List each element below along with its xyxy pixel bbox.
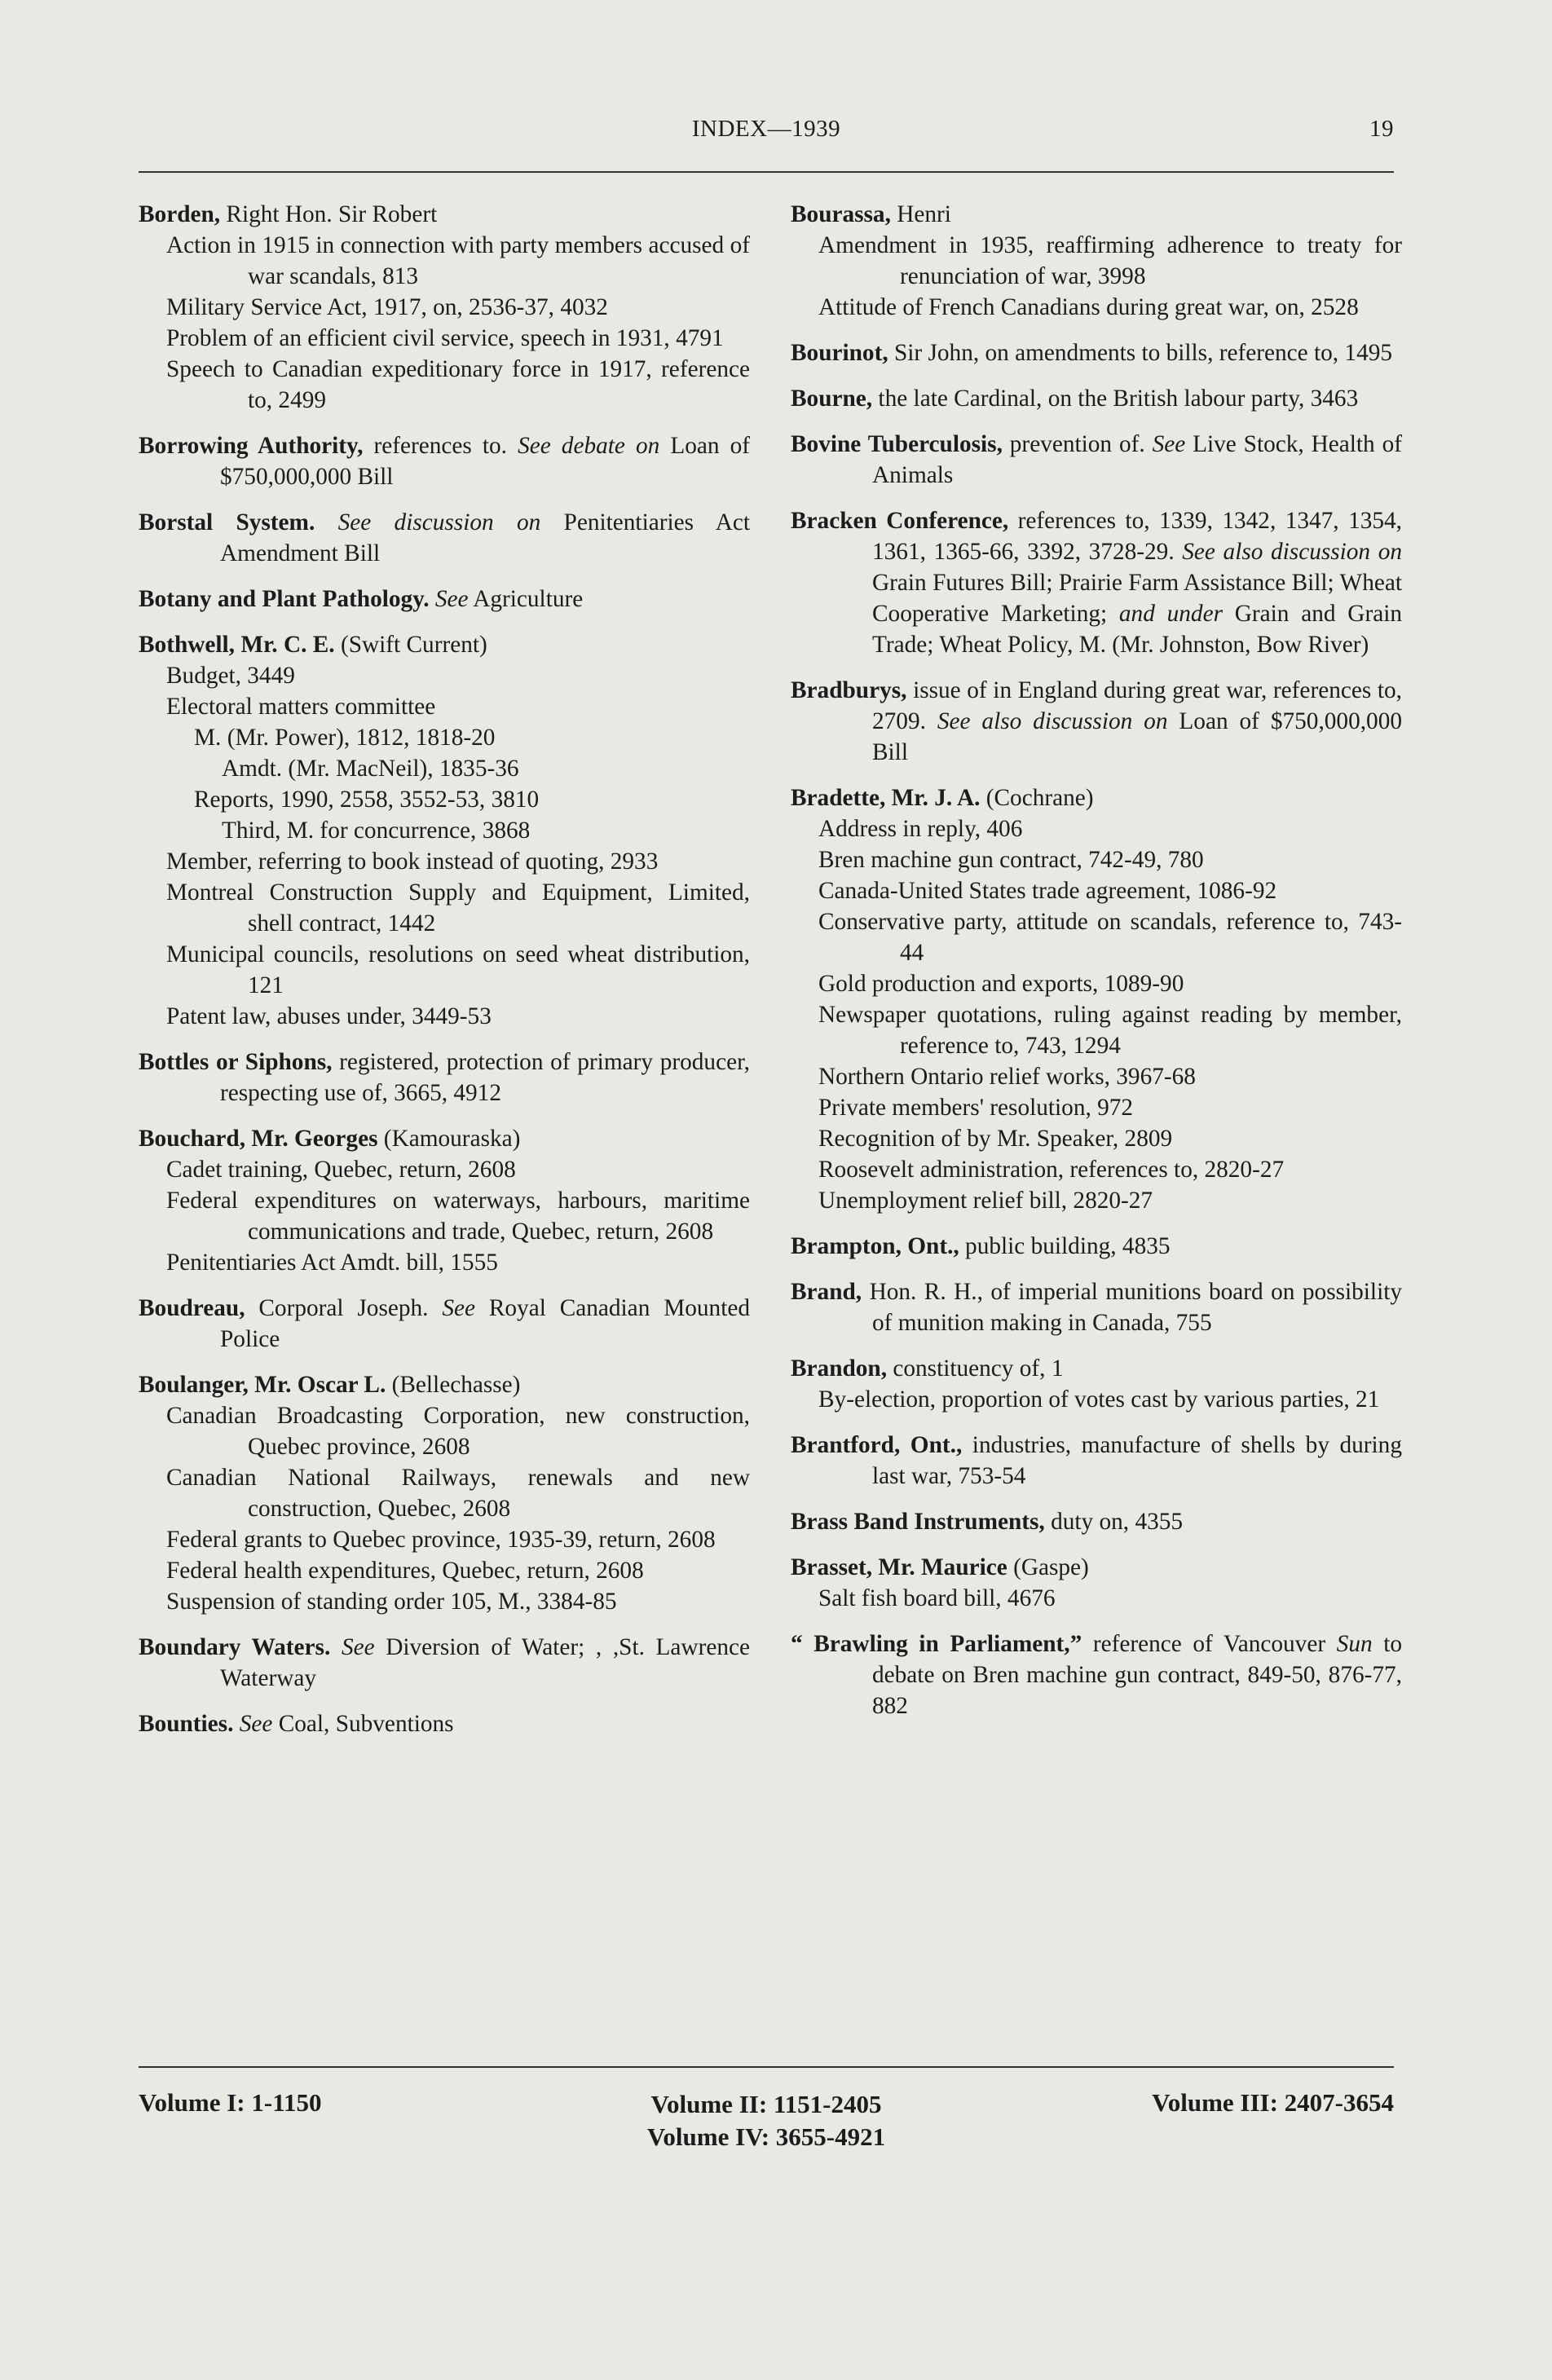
volume-3-range: Volume III: 2407-3654 bbox=[1152, 2088, 1394, 2117]
entry-heading bbox=[139, 584, 750, 615]
entry-text: the late Cardinal, on the British labour party, 3463 bbox=[872, 386, 1359, 412]
entry-heading bbox=[139, 1369, 750, 1400]
subentry: By-election, proportion of votes cast by various parties, 21 bbox=[818, 1386, 1380, 1413]
entry-heading bbox=[791, 1276, 1402, 1338]
entry-text bbox=[430, 586, 435, 612]
subentry: Patent law, abuses under, 3449-53 bbox=[166, 1003, 492, 1029]
entry-heading bbox=[139, 1047, 750, 1108]
entry-text bbox=[233, 1711, 239, 1737]
cross-reference: See bbox=[1152, 431, 1186, 457]
subentry: Address in reply, 406 bbox=[818, 816, 1023, 842]
headword: Brantford, Ont., bbox=[791, 1432, 963, 1458]
subentry: Canadian Broadcasting Corporation, new construction, Quebec province, 2608 bbox=[166, 1403, 750, 1460]
subentry: Conservative party, attitude on scandals, reference to, 743-44 bbox=[818, 909, 1402, 966]
headword: Bottles or Siphons, bbox=[139, 1049, 333, 1075]
entry-text: Corporal Joseph. bbox=[245, 1295, 443, 1321]
page-title: INDEX—1939 bbox=[691, 116, 841, 142]
entry-heading bbox=[791, 1552, 1402, 1583]
index-entry bbox=[791, 1629, 1402, 1721]
volume-1-range: Volume I: 1-1150 bbox=[139, 2088, 322, 2117]
entry-heading bbox=[791, 675, 1402, 768]
entry-heading bbox=[791, 337, 1402, 368]
entry-text: references to. bbox=[363, 433, 518, 459]
entry-heading bbox=[139, 629, 750, 660]
index-entry bbox=[791, 1552, 1402, 1614]
entry-text: (Kamouraska) bbox=[377, 1126, 521, 1152]
cross-reference: See also discussion on bbox=[937, 708, 1168, 734]
entry-text: public building, 4835 bbox=[959, 1233, 1171, 1259]
entry-text: (Bellechasse) bbox=[386, 1372, 521, 1398]
entry-text: Right Hon. Sir Robert bbox=[220, 201, 438, 227]
subentry: Amendment in 1935, reaffirming adherence to treaty for renunciation of war, 3998 bbox=[818, 232, 1402, 289]
cross-reference: See debate on bbox=[518, 433, 660, 459]
subentry: Federal expenditures on waterways, harbours, maritime communications and trade, Quebec, return, 2608 bbox=[166, 1188, 750, 1245]
headword: Borden, bbox=[139, 201, 221, 227]
subentry: Bren machine gun contract, 742-49, 780 bbox=[818, 847, 1204, 873]
entry-text: Coal, Subventions bbox=[272, 1711, 454, 1737]
index-entry bbox=[139, 430, 750, 492]
index-entry bbox=[791, 429, 1402, 491]
cross-reference: See bbox=[442, 1295, 475, 1321]
index-entry bbox=[791, 1276, 1402, 1338]
entry-heading bbox=[791, 1353, 1402, 1384]
index-entry bbox=[791, 505, 1402, 660]
index-entry bbox=[791, 199, 1402, 323]
cross-reference: See also discussion on bbox=[1182, 539, 1402, 565]
entry-heading bbox=[791, 1506, 1402, 1537]
entry-heading bbox=[139, 1708, 750, 1739]
subentry: Montreal Construction Supply and Equipment, Limited, shell contract, 1442 bbox=[166, 879, 750, 937]
entry-text: Hon. R. H., of imperial munitions board on possibility of munition making in Canada, 755 bbox=[862, 1279, 1402, 1336]
entry-text: reference of Vancouver bbox=[1082, 1631, 1337, 1657]
subentry: Problem of an efficient civil service, speech in 1931, 4791 bbox=[166, 325, 724, 351]
headword: Bouchard, Mr. Georges bbox=[139, 1126, 378, 1152]
entry-heading bbox=[791, 782, 1402, 813]
volume-footer bbox=[139, 2088, 1394, 2170]
headword: Bothwell, Mr. C. E. bbox=[139, 632, 335, 658]
entry-text: (Gaspe) bbox=[1007, 1554, 1089, 1580]
headword: Boudreau, bbox=[139, 1295, 245, 1321]
cross-reference: Sun bbox=[1336, 1631, 1373, 1657]
headword: “ Brawling in Parliament,” bbox=[791, 1631, 1082, 1657]
subentry: Member, referring to book instead of quoting, 2933 bbox=[166, 848, 659, 875]
headword: Brampton, Ont., bbox=[791, 1233, 959, 1259]
entry-text: Loan of $750,000,000 Bill bbox=[220, 433, 751, 490]
subentry: Federal health expenditures, Quebec, return, 2608 bbox=[166, 1558, 644, 1584]
entry-text: constituency of, 1 bbox=[887, 1355, 1064, 1382]
subentry: Suspension of standing order 105, M., 3384-85 bbox=[166, 1589, 617, 1615]
entry-heading bbox=[791, 429, 1402, 491]
entry-heading bbox=[791, 199, 1402, 230]
entry-heading bbox=[139, 507, 750, 569]
index-entry bbox=[791, 383, 1402, 414]
cross-reference: and under bbox=[1118, 601, 1223, 627]
index-entry bbox=[139, 1708, 750, 1739]
entry-heading bbox=[139, 1123, 750, 1154]
cross-reference: See bbox=[434, 586, 469, 612]
entry-heading bbox=[139, 1293, 750, 1355]
index-entry bbox=[139, 629, 750, 1032]
headword: Borrowing Authority, bbox=[139, 433, 364, 459]
entry-text: Loan of $750,000,000 Bill bbox=[872, 708, 1402, 765]
entry-text: to debate on Bren machine gun contract, 849-50, 876-77, 882 bbox=[872, 1631, 1402, 1719]
headword: Bourne, bbox=[791, 386, 873, 412]
cross-reference: See bbox=[239, 1711, 273, 1737]
entry-text: Agriculture bbox=[468, 586, 584, 612]
subentry: Action in 1915 in connection with party members accused of war scandals, 813 bbox=[166, 232, 750, 289]
subentry: Budget, 3449 bbox=[166, 663, 295, 689]
entry-text: Diversion of Water; , ,St. Lawrence Waterway bbox=[220, 1634, 751, 1691]
subentry: Canadian National Railways, renewals and new construction, Quebec, 2608 bbox=[166, 1465, 750, 1522]
entry-text: registered, protection of primary producer, respecting use of, 3665, 4912 bbox=[220, 1049, 750, 1106]
subentry: Salt fish board bill, 4676 bbox=[818, 1585, 1056, 1611]
entry-heading bbox=[139, 1632, 750, 1694]
index-entry bbox=[139, 1123, 750, 1278]
entry-text: (Cochrane) bbox=[980, 785, 1094, 811]
volume-2-range: Volume II: 1151-2405 bbox=[650, 2090, 882, 2118]
entry-text bbox=[330, 1634, 342, 1660]
entry-heading bbox=[139, 199, 750, 230]
running-head bbox=[139, 116, 1394, 152]
subentry: Unemployment relief bill, 2820-27 bbox=[818, 1188, 1153, 1214]
header-rule bbox=[139, 171, 1394, 173]
entry-text: Henri bbox=[890, 201, 951, 227]
headword: Botany and Plant Pathology. bbox=[139, 586, 430, 612]
index-entry bbox=[139, 1632, 750, 1694]
footer-rule bbox=[139, 2066, 1394, 2068]
headword: Bounties. bbox=[139, 1711, 234, 1737]
volume-4-range: Volume IV: 3655-4921 bbox=[646, 2122, 886, 2151]
subentry: Amdt. (Mr. MacNeil), 1835-36 bbox=[222, 756, 519, 782]
subentry: Attitude of French Canadians during great war, on, 2528 bbox=[818, 294, 1359, 320]
entry-heading bbox=[791, 1430, 1402, 1492]
entry-heading bbox=[139, 430, 750, 492]
subentry: Roosevelt administration, references to, 2820-27 bbox=[818, 1157, 1285, 1183]
index-entry bbox=[791, 675, 1402, 768]
subentry: Northern Ontario relief works, 3967-68 bbox=[818, 1064, 1196, 1090]
subentry: Gold production and exports, 1089-90 bbox=[818, 971, 1184, 997]
cross-reference: See bbox=[341, 1634, 375, 1660]
entry-text: (Swift Current) bbox=[334, 632, 487, 658]
entry-text: prevention of. bbox=[1002, 431, 1153, 457]
entry-text: Royal Canadian Mounted Police bbox=[220, 1295, 750, 1352]
entry-heading bbox=[791, 383, 1402, 414]
headword: Bourassa, bbox=[791, 201, 891, 227]
index-entry bbox=[791, 782, 1402, 1216]
headword: Bourinot, bbox=[791, 340, 888, 366]
subentry: Cadet training, Quebec, return, 2608 bbox=[166, 1157, 516, 1183]
entry-heading bbox=[791, 1231, 1402, 1262]
headword: Bradburys, bbox=[791, 677, 907, 703]
index-entry bbox=[139, 199, 750, 416]
entry-text: Sir John, on amendments to bills, reference to, 1495 bbox=[888, 340, 1393, 366]
subentry: Recognition of by Mr. Speaker, 2809 bbox=[818, 1126, 1173, 1152]
entry-text: duty on, 4355 bbox=[1044, 1509, 1184, 1535]
cross-reference: See discussion on bbox=[337, 509, 541, 536]
index-entry bbox=[139, 507, 750, 569]
index-entry bbox=[139, 1293, 750, 1355]
entry-text: Grain and Grain Trade; Wheat Policy, M. (Mr. Johnston, Bow River) bbox=[872, 601, 1403, 658]
entry-heading bbox=[791, 505, 1402, 660]
subentry: Third, M. for concurrence, 3868 bbox=[222, 818, 531, 844]
subentry: Municipal councils, resolutions on seed wheat distribution, 121 bbox=[166, 941, 750, 998]
left-column bbox=[139, 199, 750, 1754]
headword: Bradette, Mr. J. A. bbox=[791, 785, 981, 811]
subentry: Federal grants to Quebec province, 1935-39, return, 2608 bbox=[166, 1527, 716, 1553]
subentry: Newspaper quotations, ruling against reading by member, reference to, 743, 1294 bbox=[818, 1002, 1402, 1059]
index-entry bbox=[791, 1353, 1402, 1415]
headword: Brasset, Mr. Maurice bbox=[791, 1554, 1007, 1580]
headword: Borstal System. bbox=[139, 509, 315, 536]
headword: Brandon, bbox=[791, 1355, 888, 1382]
index-entry bbox=[139, 584, 750, 615]
index-entry bbox=[139, 1047, 750, 1108]
subentry: Speech to Canadian expeditionary force in 1917, reference to, 2499 bbox=[166, 356, 750, 413]
headword: Brand, bbox=[791, 1279, 862, 1305]
index-entry bbox=[791, 1231, 1402, 1262]
headword: Boulanger, Mr. Oscar L. bbox=[139, 1372, 386, 1398]
right-column bbox=[791, 199, 1402, 1736]
page-number: 19 bbox=[1369, 116, 1394, 142]
entry-text: Penitentiaries Act Amendment Bill bbox=[220, 509, 751, 566]
subentry: Canada-United States trade agreement, 1086-92 bbox=[818, 878, 1277, 904]
entry-text: industries, manufacture of shells by during last war, 753-54 bbox=[872, 1432, 1402, 1489]
subentry: Penitentiaries Act Amdt. bill, 1555 bbox=[166, 1250, 498, 1276]
entry-text: Grain Futures Bill; Prairie Farm Assistance Bill; Wheat Cooperative Marketing; bbox=[872, 570, 1402, 627]
entry-text: references to, 1339, 1342, 1347, 1354, 1361, 1365-66, 3392, 3728-29. bbox=[872, 508, 1402, 565]
subentry: Military Service Act, 1917, on, 2536-37, 4032 bbox=[166, 294, 608, 320]
index-entry bbox=[791, 337, 1402, 368]
headword: Bovine Tuberculosis, bbox=[791, 431, 1003, 457]
index-entry bbox=[791, 1506, 1402, 1537]
subentry: Electoral matters committee bbox=[166, 694, 436, 720]
headword: Brass Band Instruments, bbox=[791, 1509, 1045, 1535]
subentry: M. (Mr. Power), 1812, 1818-20 bbox=[194, 725, 496, 751]
subentry: Reports, 1990, 2558, 3552-53, 3810 bbox=[194, 787, 540, 813]
entry-text: issue of in England during great war, references to, 2709. bbox=[872, 677, 1402, 734]
entry-text bbox=[315, 509, 337, 536]
entry-text: Live Stock, Health of Animals bbox=[872, 431, 1402, 488]
subentry: Private members' resolution, 972 bbox=[818, 1095, 1134, 1121]
headword: Boundary Waters. bbox=[139, 1634, 331, 1660]
entry-heading bbox=[791, 1629, 1402, 1721]
headword: Bracken Conference, bbox=[791, 508, 1009, 534]
index-entry bbox=[791, 1430, 1402, 1492]
index-entry bbox=[139, 1369, 750, 1617]
